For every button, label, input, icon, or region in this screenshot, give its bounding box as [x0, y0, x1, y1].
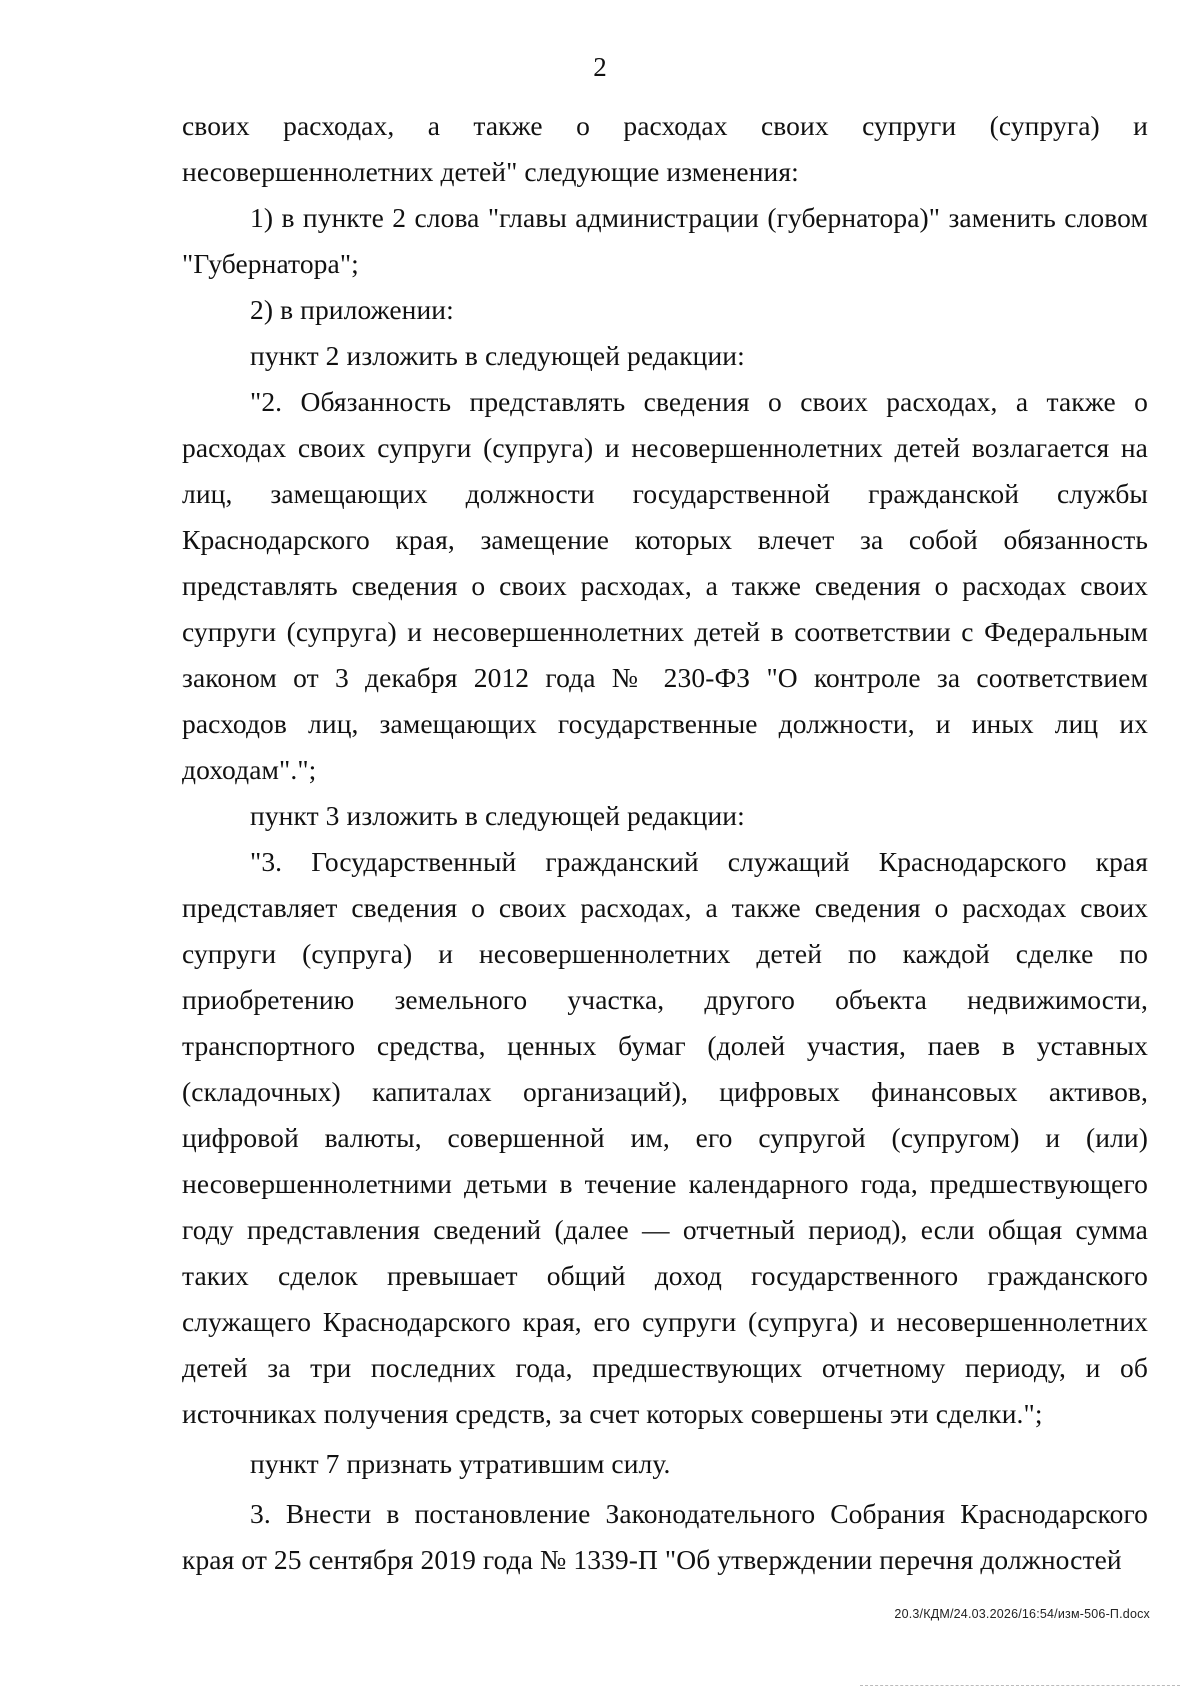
paragraph-point-2-text: "2. Обязанность представлять сведения о своих расходах, а также о расходах своих супруги (супруга) и несовершеннолетних детей возлагается на лиц, замещающих должности государственной гражданской службы Краснодарского края, замещение которых влечет за собой обязанность представлять сведения о своих расходах, а также сведения о расходах своих супруги (супруга) и несовершеннолетних детей в соответствии с Федеральным законом от 3 декабря 2012 года № 230-ФЗ "О контроле за соответствием расходов лиц, замещающих государственные должности, и иных лиц их доходам".";	[182, 386, 1148, 785]
paragraph-section-3: 3. Внести в постановление Законодательного Собрания Краснодарского края от 25 сентября 2019 года № 1339-П "Об утверждении перечня должностей	[182, 1498, 1148, 1575]
paragraph-point-3-text: "3. Государственный гражданский служащий Краснодарского края представляет сведения о своих расходах, а также сведения о расходах своих супруги (супруга) и несовершеннолетних детей по каждой сделке по приобретению земельного участка, другого объекта недвижимости, транспортного средства, ценных бумаг (долей участия, паев в уставных (складочных) капиталах организаций), цифровых финансовых активов, цифровой валюты, совершенной им, его супругой (супругом) и (или) несовершеннолетними детьми в течение календарного года, предшествующего году представления сведений (далее — отчетный период), если общая сумма таких сделок превышает общий доход государственного гражданского служащего Краснодарского края, его супруги (супруга) и несовершеннолетних детей за три последних года, предшествующих отчетному периоду, и об источниках получения средств, за счет которых совершены эти сделки.";	[182, 846, 1148, 1429]
footer-document-code: 20.3/КДМ/24.03.2026/16:54/изм-506-П.docx	[894, 1607, 1150, 1621]
paragraph-continuation: своих расходах, а также о расходах своих супруги (супруга) и несовершеннолетних детей" следующие изменения:	[182, 110, 1148, 187]
page-number: 2	[593, 52, 607, 82]
scan-edge-line	[860, 1685, 1180, 1686]
paragraph-item-2: 2) в приложении:	[250, 294, 454, 325]
document-body	[182, 103, 1148, 1583]
paragraph-item-1: 1) в пункте 2 слова "главы администрации (губернатора)" заменить словом "Губернатора";	[182, 202, 1148, 279]
paragraph-point-2-intro: пункт 2 изложить в следующей редакции:	[250, 340, 745, 371]
paragraph-point-7: пункт 7 признать утратившим силу.	[250, 1448, 671, 1479]
paragraph-point-3-intro: пункт 3 изложить в следующей редакции:	[250, 800, 745, 831]
